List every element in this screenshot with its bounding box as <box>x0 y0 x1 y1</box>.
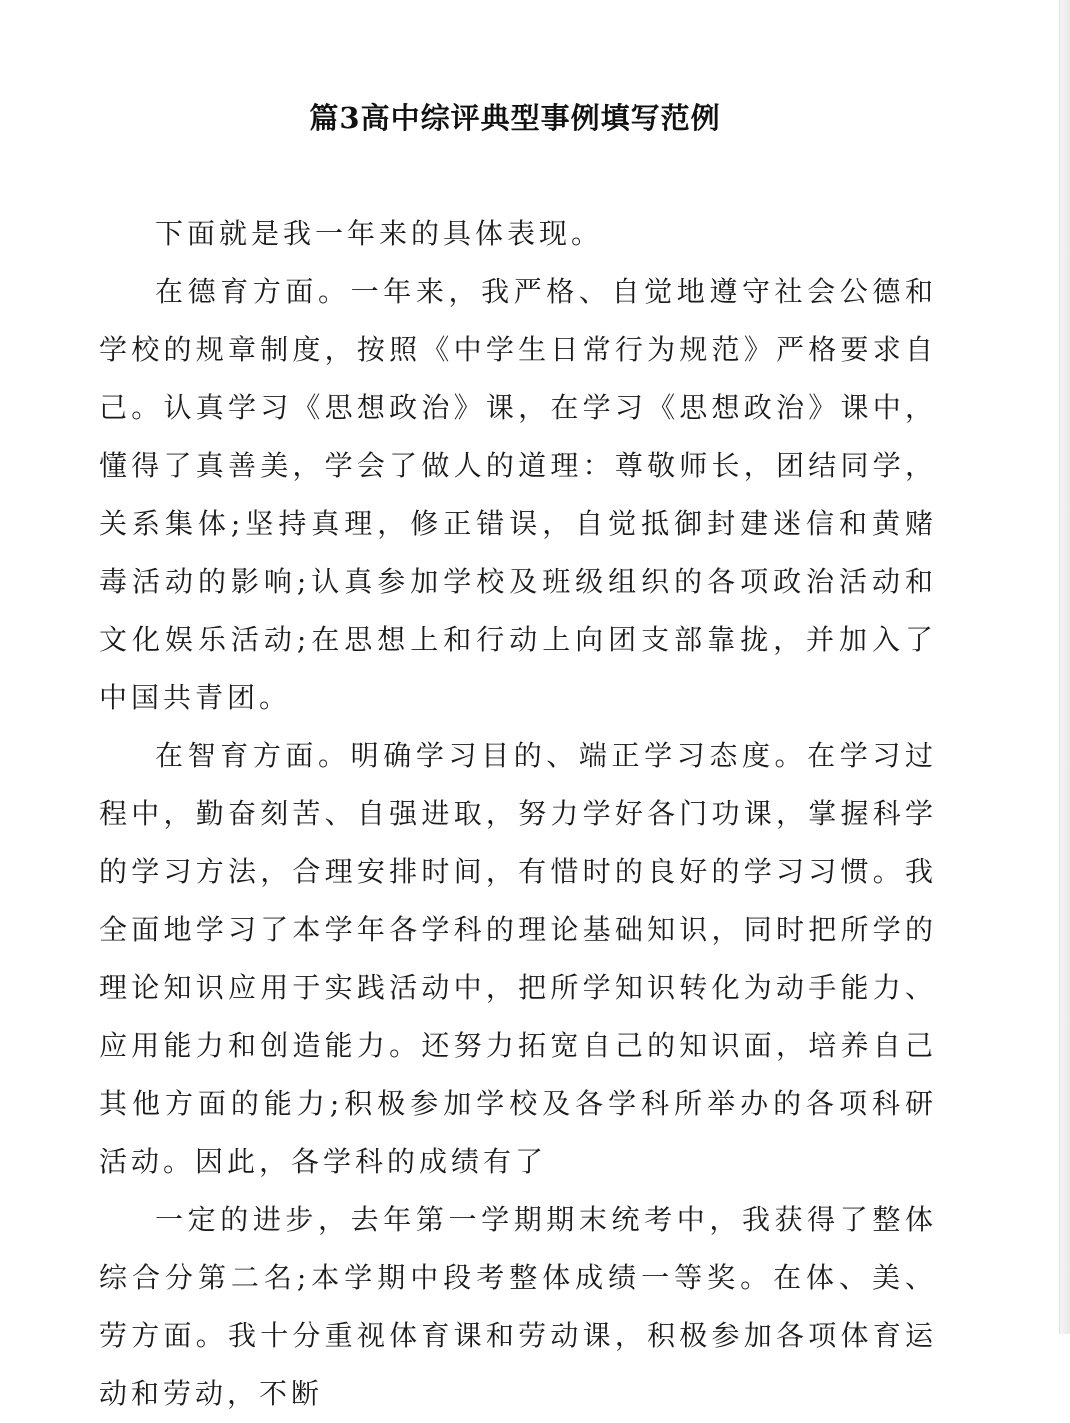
paragraph-moral-education: 在德育方面。一年来，我严格、自觉地遵守社会公德和学校的规章制度，按照《中学生日常行为规范》严格要求自己。认真学习《思想政治》课，在学习《思想政治》课中，懂得了真善美，学会了做人的道理：尊敬师长，团结同学，关系集体;坚持真理，修正错误，自觉抵御封建迷信和黄赌毒活动的影响;认真参加学校及班级组织的各项政治活动和文化娱乐活动;在思想上和行动上向团支部靠拢，并加入了中国共青团。 <box>99 275 937 714</box>
document-title: 篇3高中综评典型事例填写范例 <box>309 101 721 135</box>
page-edge <box>1059 0 1070 1334</box>
paragraph-intro: 下面就是我一年来的具体表现。 <box>155 217 604 250</box>
paragraph-intellectual-education: 在智育方面。明确学习目的、端正学习态度。在学习过程中，勤奋刻苦、自强进取，努力学好各门功课，掌握科学的学习方法，合理安排时间，有惜时的良好的学习习惯。我全面地学习了本学年各学科的理论基础知识，同时把所学的理论知识应用于实践活动中，把所学知识转化为动手能力、应用能力和创造能力。还努力拓宽自己的知识面，培养自己其他方面的能力;积极参加学校及各学科所举办的各项科研活动。因此，各学科的成绩有了 <box>99 739 937 1178</box>
document-body <box>99 205 937 1423</box>
paragraph-progress: 一定的进步，去年第一学期期末统考中，我获得了整体综合分第二名;本学期中段考整体成绩一等奖。在体、美、劳方面。我十分重视体育课和劳动课，积极参加各项体育运动和劳动，不断 <box>99 1203 937 1410</box>
